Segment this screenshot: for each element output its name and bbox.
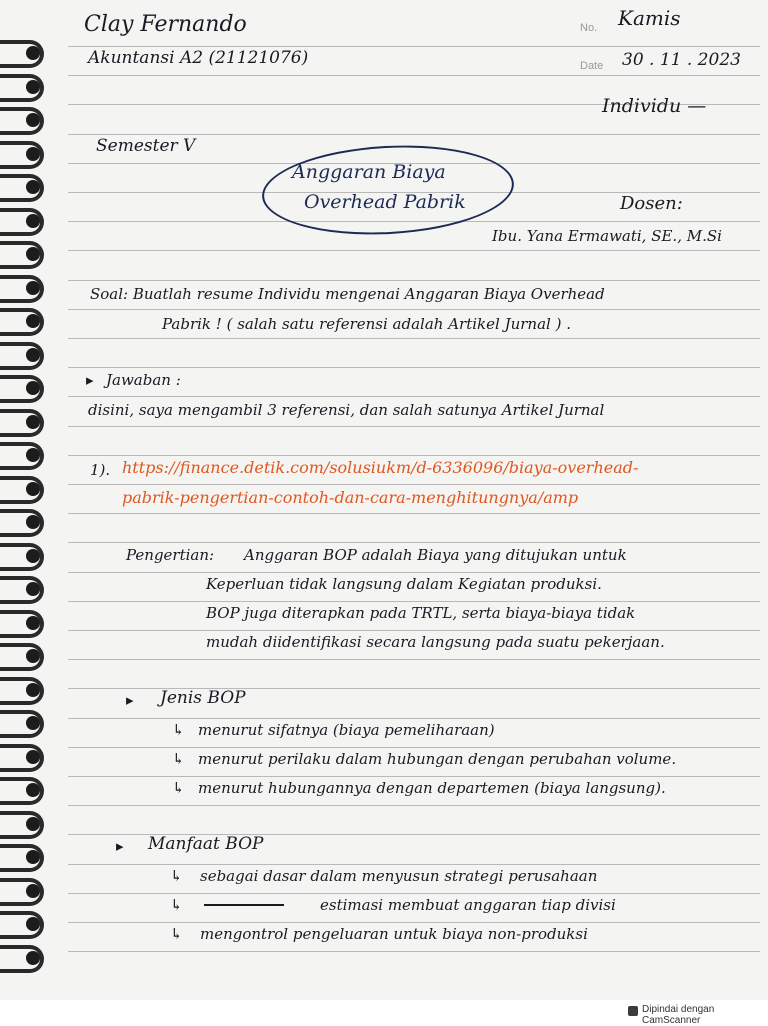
ruled-line (68, 367, 760, 368)
camscanner-label: Dipindai dengan CamScanner (642, 1004, 715, 1026)
ruled-line (68, 659, 760, 660)
manfaat-item-2: estimasi membuat anggaran tiap divisi (320, 896, 616, 914)
spiral-hole (26, 783, 40, 797)
ruled-line (68, 396, 760, 397)
manfaat-item-3: mengontrol pengeluaran untuk biaya non-produksi (200, 925, 588, 943)
no-label: No. (580, 22, 598, 34)
ruled-line (68, 542, 760, 543)
spiral-hole (26, 448, 40, 462)
spiral-hole (26, 214, 40, 228)
ruled-line (68, 46, 760, 47)
pengertian-line-4: mudah diidentifikasi secara langsung pada suatu pekerjaan. (206, 633, 665, 651)
manfaat-dash (204, 904, 284, 906)
no-value: Kamis (618, 6, 681, 30)
ruled-line (68, 864, 760, 865)
pengertian-line-2: Keperluan tidak langsung dalam Kegiatan produksi. (206, 575, 602, 593)
spiral-hole (26, 850, 40, 864)
ruled-line (68, 922, 760, 923)
ruled-line (68, 513, 760, 514)
dosen-label: Dosen: (620, 193, 683, 214)
ruled-line (68, 75, 760, 76)
jenis-arrow-1: ↳ (172, 721, 185, 739)
spiral-hole (26, 649, 40, 663)
ruled-line (68, 484, 760, 485)
title-line-1: Anggaran Biaya (292, 161, 446, 183)
spiral-hole (26, 281, 40, 295)
ruled-line (68, 630, 760, 631)
spiral-hole (26, 247, 40, 261)
ruled-line (68, 134, 760, 135)
manfaat-arrow-3: ↳ (170, 925, 183, 943)
semester-label: Semester V (96, 136, 196, 156)
ref-number: 1). (90, 461, 111, 479)
dosen-name: Ibu. Yana Ermawati, SE., M.Si (492, 227, 722, 245)
ref-url-line-2[interactable]: pabrik-pengertian-contoh-dan-cara-menghitungnya/amp (122, 488, 579, 507)
spiral-hole (26, 180, 40, 194)
spiral-hole (26, 884, 40, 898)
spiral-hole (26, 616, 40, 630)
jawaban-label: Jawaban : (106, 371, 181, 389)
spiral-hole (26, 951, 40, 965)
jenis-item-1: menurut sifatnya (biaya pemeliharaan) (198, 721, 495, 739)
title-oval (260, 139, 516, 240)
jenis-item-2: menurut perilaku dalam hubungan dengan perubahan volume. (198, 750, 677, 768)
camscanner-icon (628, 1006, 638, 1016)
date-value: 30 . 11 . 2023 (622, 50, 741, 70)
spiral-hole (26, 348, 40, 362)
pengertian-label: Pengertian: (126, 546, 215, 564)
spiral-hole (26, 113, 40, 127)
soal-line-2: Pabrik ! ( salah satu referensi adalah Artikel Jurnal ) . (162, 315, 571, 333)
spiral-hole (26, 482, 40, 496)
spiral-hole (26, 716, 40, 730)
ruled-line (68, 455, 760, 456)
spiral-hole (26, 817, 40, 831)
date-label: Date (580, 60, 604, 72)
spiral-hole (26, 381, 40, 395)
spiral-hole (26, 515, 40, 529)
jenis-label: Jenis BOP (160, 688, 246, 708)
ruled-line (68, 338, 760, 339)
spiral-hole (26, 683, 40, 697)
spiral-hole (26, 582, 40, 596)
class-line: Akuntansi A2 (21121076) (88, 48, 309, 68)
manfaat-bullet: ▸ (116, 837, 124, 855)
jenis-arrow-3: ↳ (172, 779, 185, 797)
jawaban-text: disini, saya mengambil 3 referensi, dan salah satunya Artikel Jurnal (88, 401, 605, 419)
spiral-hole (26, 917, 40, 931)
spiral-hole (26, 46, 40, 60)
jenis-arrow-2: ↳ (172, 750, 185, 768)
mode-label: Individu — (602, 95, 707, 117)
spiral-hole (26, 314, 40, 328)
ref-url-line-1[interactable]: https://finance.detik.com/solusiukm/d-6336096/biaya-overhead- (122, 458, 639, 477)
pengertian-line-1: Anggaran BOP adalah Biaya yang ditujukan untuk (244, 546, 627, 564)
ruled-line (68, 718, 760, 719)
jenis-bullet: ▸ (126, 691, 134, 709)
title-line-2: Overhead Pabrik (304, 191, 466, 213)
spiral-hole (26, 80, 40, 94)
spiral-hole (26, 750, 40, 764)
spiral-hole (26, 549, 40, 563)
ruled-line (68, 776, 760, 777)
manfaat-label: Manfaat BOP (148, 834, 264, 854)
student-name: Clay Fernando (84, 12, 247, 37)
manfaat-arrow-2: ↳ (170, 896, 183, 914)
spiral-hole (26, 147, 40, 161)
ruled-line (68, 601, 760, 602)
jenis-item-3: menurut hubungannya dengan departemen (biaya langsung). (198, 779, 666, 797)
ruled-line (68, 280, 760, 281)
jawaban-bullet: ▸ (86, 371, 94, 389)
spiral-hole (26, 415, 40, 429)
pengertian-line-3: BOP juga diterapkan pada TRTL, serta biaya-biaya tidak (206, 604, 636, 622)
ruled-line (68, 309, 760, 310)
manfaat-item-1: sebagai dasar dalam menyusun strategi perusahaan (200, 867, 598, 885)
ruled-line (68, 805, 760, 806)
ruled-line (68, 893, 760, 894)
ruled-line (68, 951, 760, 952)
ruled-line (68, 250, 760, 251)
ruled-line (68, 572, 760, 573)
soal-line-1: Soal: Buatlah resume Individu mengenai Anggaran Biaya Overhead (90, 285, 605, 303)
ruled-line (68, 426, 760, 427)
ruled-line (68, 747, 760, 748)
manfaat-arrow-1: ↳ (170, 867, 183, 885)
